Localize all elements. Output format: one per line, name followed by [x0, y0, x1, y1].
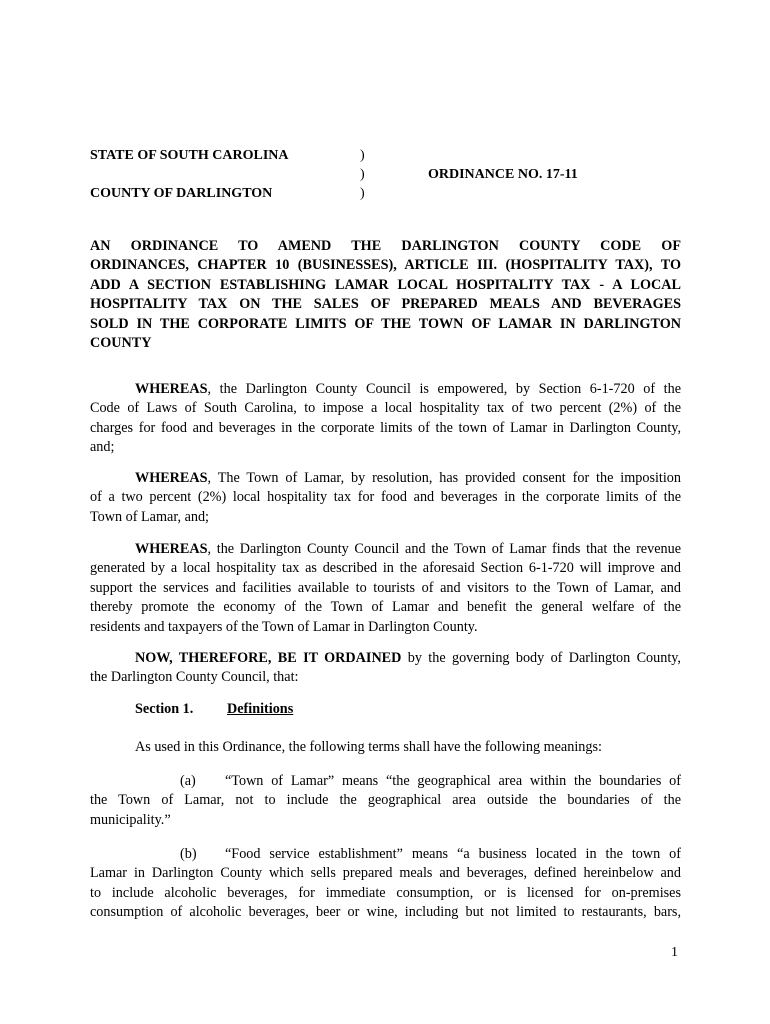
paragraph-text: , The Town of Lamar, by resolution, has provided consent for the imposition: [207, 470, 681, 486]
title-line: HOSPITALITY TAX ON THE SALES OF PREPARED MEALS AND BEVERAGES: [90, 296, 681, 313]
paragraph-text: , the Darlington County Council is empowered, by Section 6-1-720 of the: [207, 381, 681, 397]
caption-paren: ): [360, 167, 365, 182]
ordinance-title: [90, 237, 681, 353]
definition-b: [90, 845, 681, 923]
paragraph-line: to include alcoholic beverages, for immediate consumption, or is licensed for on-premises: [90, 884, 681, 901]
paragraph-text: “Town of Lamar” means “the geographical area within the boundaries of: [225, 773, 681, 789]
title-line: ORDINANCES, CHAPTER 10 (BUSINESSES), ARTICLE III. (HOSPITALITY TAX), TO: [90, 257, 681, 274]
paragraph-text: , the Darlington County Council and the Town of Lamar finds that the revenue: [207, 541, 681, 557]
definition-label: (a): [180, 773, 196, 789]
title-line: COUNTY: [90, 335, 152, 352]
caption-paren: ): [360, 148, 365, 163]
definitions-intro: [90, 738, 681, 757]
whereas-paragraph-2: [90, 469, 681, 527]
paragraph-line: Code of Laws of South Carolina, to impose a local hospitality tax of two percent (2%) of the: [90, 400, 681, 417]
paragraph-line: generated by a local hospitality tax as described in the aforesaid Section 6-1-720 will improve and: [90, 560, 681, 577]
paragraph-text: “Food service establishment” means “a business located in the town of: [225, 846, 681, 862]
paragraph-line: consumption of alcoholic beverages, beer or wine, including but not limited to restaurants, bars,: [90, 904, 681, 921]
paragraph-line: Lamar in Darlington County which sells prepared meals and beverages, defined hereinbelow and: [90, 865, 681, 882]
page-number: 1: [671, 945, 678, 960]
paragraph-line: As used in this Ordinance, the following terms shall have the following meanings:: [135, 739, 602, 755]
state-caption: STATE OF SOUTH CAROLINA: [90, 148, 289, 163]
paragraph-line: the Town of Lamar, not to include the geographical area outside the boundaries of the: [90, 792, 681, 809]
title-line: SOLD IN THE CORPORATE LIMITS OF THE TOWN OF LAMAR IN DARLINGTON: [90, 315, 681, 332]
whereas-paragraph-1: [90, 380, 681, 458]
paragraph-line: charges for food and beverages in the corporate limits of the town of Lamar in Darlington County,: [90, 419, 681, 436]
title-line: ADD A SECTION ESTABLISHING LAMAR LOCAL HOSPITALITY TAX - A LOCAL: [90, 276, 681, 293]
paragraph-line: Town of Lamar, and;: [90, 508, 209, 525]
ordinance-number: ORDINANCE NO. 17-11: [428, 167, 578, 182]
section-heading: [135, 701, 293, 718]
whereas-lead: WHEREAS: [135, 470, 208, 486]
county-caption: COUNTY OF DARLINGTON: [90, 186, 273, 201]
paragraph-line: the Darlington County Council, that:: [90, 669, 299, 686]
paragraph-line: municipality.”: [90, 811, 171, 828]
whereas-lead: WHEREAS: [135, 381, 208, 397]
whereas-lead: WHEREAS: [135, 541, 208, 557]
ordained-lead: NOW, THEREFORE, BE IT ORDAINED: [135, 650, 402, 666]
whereas-paragraph-3: [90, 540, 681, 637]
paragraph-line: of a two percent (2%) local hospitality tax for food and beverages in the corporate limits of the: [90, 489, 681, 506]
paragraph-text: by the governing body of Darlington County,: [401, 650, 681, 666]
definition-a: [90, 772, 681, 830]
paragraph-line: residents and taxpayers of the Town of Lamar in Darlington County.: [90, 618, 478, 635]
caption-header: [90, 146, 690, 203]
title-line: AN ORDINANCE TO AMEND THE DARLINGTON COUNTY CODE OF: [90, 238, 681, 254]
section-number: Section 1.: [135, 701, 194, 717]
caption-paren: ): [360, 186, 365, 201]
paragraph-line: and;: [90, 439, 115, 456]
section-title: Definitions: [227, 701, 294, 717]
definition-label: (b): [180, 846, 197, 862]
ordained-paragraph: [90, 649, 681, 688]
paragraph-line: thereby promote the economy of the Town of Lamar and benefit the general welfare of the: [90, 599, 681, 616]
paragraph-line: support the services and facilities available to tourists of and visitors to the Town of Lamar, and: [90, 579, 681, 596]
